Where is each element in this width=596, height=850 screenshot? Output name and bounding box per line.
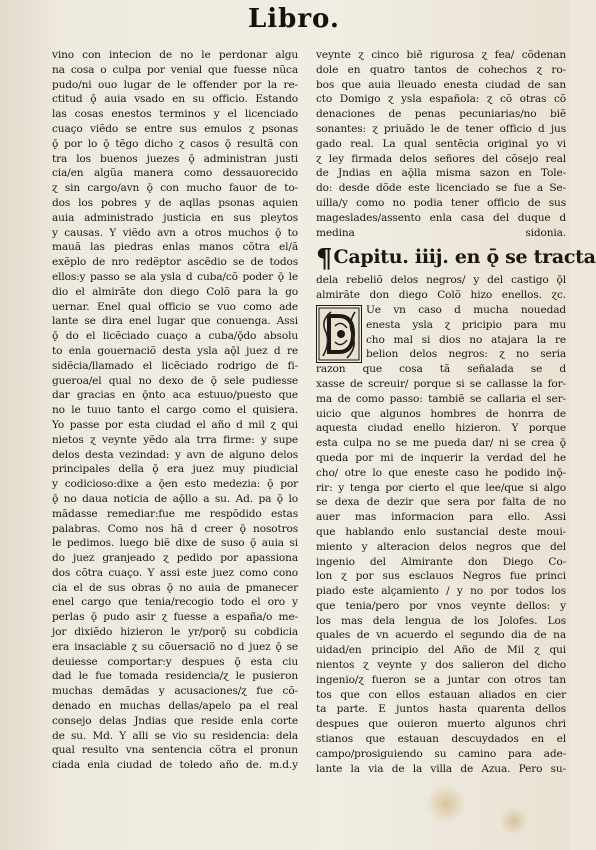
text-line: dos cõtra cuaço. Y assi este juez como cono [52, 566, 298, 579]
text-line: dio el almirãte don diego Colõ para la go [52, 285, 298, 298]
paper-stain [500, 806, 528, 836]
text-line: de Jndias en aǭlla misma sazon en Tole- [316, 167, 566, 180]
text-line: deuiesse comportar:y despues ǭ esta ciu [52, 655, 298, 668]
text-line: cia el de sus obras ǭ no auia de pmanecer [52, 581, 298, 594]
text-line: mauã las piedras enlas manos cõtra el/ã [52, 241, 298, 254]
text-line: muchas demãdas y acusaciones/ɀ fue cõ- [52, 685, 298, 698]
text-line: y codicioso:dixe a ǭen esto medezia: ǭ por [52, 478, 298, 491]
text-line: to enla gouernaciõ desta ysla aǭl juez d re [52, 344, 298, 357]
text-line: pudo/ni ouo lugar de le offender por la re- [52, 78, 298, 91]
text-line: sonantes: ɀ priuãdo le de tener officio d jus [316, 122, 566, 135]
summary-line: dela rebeliõ delos negros/ y del castigo ǭl [316, 274, 566, 287]
text-line: Yo passe por esta ciudad el año d mil ɀ qui [52, 418, 298, 431]
text-line: uidad/en principio del Año de Mil ɀ qui [316, 644, 566, 657]
text-line: lante la via de la villa de Azua. Pero su- [316, 762, 566, 775]
text-line: uicio que algunos hombres de honrra de [316, 407, 566, 420]
chapter-body-text [316, 362, 566, 776]
text-line: do: desde dõde este licenciado se fue a Se- [316, 182, 566, 195]
text-line: lon ɀ por sus esclauos Negros fue princi [316, 570, 566, 583]
text-line: stianos que estauan descuydados en el [316, 733, 566, 746]
text-line: qual resulto vna sentencia cõtra el pronun [52, 744, 298, 757]
text-line: que tenia/pero por vnos veynte dellos: y [316, 599, 566, 612]
text-line: le pedimos. luego biẽ dixe de suso ǭ auia si [52, 537, 298, 550]
text-line: despues que ouieron muerto algunos chri [316, 718, 566, 731]
text-line: ǭ do el licẽciado cuaço a cuba/ǭdo absolu [52, 330, 298, 343]
text-line: uernar. Enel qual officio se vuo como ade [52, 300, 298, 313]
text-line: principales della ǭ era juez muy piudicial [52, 463, 298, 476]
text-line: quales de vn acuerdo el segundo dia de na [316, 629, 566, 642]
text-line: miento y alteracion delos negros que del [316, 540, 566, 553]
text-line: que hablando enlo sustancial deste moui- [316, 525, 566, 538]
text-line: razon que cosa tã señalada se d [316, 363, 566, 376]
summary-line: almirãte don diego Colõ hizo enellos. ɀc. [316, 289, 566, 302]
text-line: auia administrado justicia en sus pleytos [52, 211, 298, 224]
text-line: enesta ysla ɀ pricipio para mu [366, 318, 566, 331]
text-line: dos los pobres y de aqllas psonas aquien [52, 196, 298, 209]
chapter-title: Capitu. iiij. en ǭ se tracta [333, 246, 596, 269]
text-line: mãdasse remediar:fue me respõdido estas [52, 507, 298, 520]
text-line: jor dixiẽdo hizieron le yr/porǭ su cobdicia [52, 626, 298, 639]
text-line: ingenio/ɀ fueron se a juntar con otros tan [316, 673, 566, 686]
text-line: xasse de screuir/ porque si se callasse la for- [316, 377, 566, 390]
text-line: no le tuuo tanto el cargo como el quisiera. [52, 404, 298, 417]
text-line: cho mal si dios no atajara la re [366, 333, 566, 346]
text-line: era insaciable ɀ su cõuersaciõ no d juez ǭ se [52, 640, 298, 653]
text-line: veynte ɀ cinco biẽ rigurosa ɀ fea/ cõdenan [316, 49, 566, 61]
text-line: aquesta ciudad enello hizieron. Y porque [316, 422, 566, 435]
text-line: belion delos negros: ɀ no seria [366, 348, 566, 361]
text-line: medina sidonia. [316, 226, 566, 239]
text-line: denado en muchas dellas/apelo pa el real [52, 700, 298, 713]
chapter-heading [316, 244, 596, 275]
text-line: nientos ɀ veynte y dos salieron del dicho [316, 659, 566, 672]
text-line: consejo delas Jndias que reside enla corte [52, 714, 298, 727]
text-line: mageslades/assento enla casa del duque d [316, 211, 566, 224]
text-line: ma de como passo: tambiẽ se callaria el ser- [316, 392, 566, 405]
text-line: palabras. Como nos hã d creer ǭ nosotros [52, 522, 298, 535]
text-line: na cosa o culpa por venial que fuesse nũca [52, 63, 298, 76]
text-line: campo/prosiguiendo su camino para ade- [316, 747, 566, 760]
text-line: bos que auia lleuado enesta ciudad de san [316, 78, 566, 91]
text-line: ingenio del Almirante don Diego Co- [316, 555, 566, 568]
text-line: dole en quatro tantos de cohechos ɀ ro- [316, 63, 566, 76]
text-line: tos que con ellos estauan aliados en cier [316, 688, 566, 701]
text-line: ɀ ley firmada delos señores del cõsejo real [316, 152, 566, 165]
text-line: nietos ɀ veynte yẽdo ala trra firme: y supe [52, 433, 298, 446]
text-line: delos desta vezindad: y avn de alguno delos [52, 448, 298, 461]
text-line: ciada enla ciudad de toledo año de. m.d.y [52, 759, 298, 772]
pilcrow-icon: ¶ [316, 244, 333, 275]
text-line: los mas dela lengua de los Jolofes. Los [316, 614, 566, 627]
right-column-continued-text [316, 48, 566, 240]
text-line: perlas ǭ pudo asir ɀ fuesse a españa/o me- [52, 611, 298, 624]
chapter-opening [316, 303, 566, 362]
text-line: cuaço viẽdo se entre sus emulos ɀ psonas [52, 122, 298, 135]
text-line: y causas. Y viẽdo avn a otros muchos ǭ to [52, 226, 298, 239]
text-line: denaciones de penas pecuniarias/no biẽ [316, 108, 566, 121]
text-line: ɀ sin cargo/avn ǭ con mucho fauor de to- [52, 182, 298, 195]
text-column-left [52, 48, 298, 773]
text-line: se dexa de dezir que sera por falta de no [316, 496, 566, 509]
text-line: gueroa/el qual no dexo de ǭ sele pudiesse [52, 374, 298, 387]
text-line: dad le fue tomada residencia/ɀ le pusieron [52, 670, 298, 683]
text-line: vino con intecion de no le perdonar algu [52, 49, 298, 61]
text-line: dar gracias en ǭnto aca estuuo/puesto que [52, 389, 298, 402]
text-line: Ue vn caso d mucha nouedad [366, 303, 566, 316]
text-line: ǭ por lo ǭ tẽgo dicho ɀ casos ǭ resultã con [52, 137, 298, 150]
text-line: tra los buenos juezes ǭ administran justi [52, 152, 298, 165]
text-line: queda por mi de inquerir la verdad del he [316, 451, 566, 464]
text-line: de su. Md. Y alli se vio su residencia: dela [52, 729, 298, 742]
text-line: cia/en algũa manera como dessauorecido [52, 167, 298, 180]
text-line: ellos:y passo se ala ysla d cuba/cõ poder ǭ le [52, 270, 298, 283]
text-line: cho/ otre lo que eneste caso he podido inǭ- [316, 466, 566, 479]
text-line: sidẽcia/llamado el licẽciado rodrigo de fi- [52, 359, 298, 372]
text-line: esta culpa no se me pueda dar/ ni se crea ǭ [316, 437, 566, 450]
text-line: do juez granjeado ɀ pedido por apassiona [52, 552, 298, 565]
text-line: gado real. La qual sentẽcia original yo vi [316, 137, 566, 150]
chapter-summary [316, 273, 566, 303]
ornamental-initial-icon [316, 305, 362, 363]
text-line: exẽplo de nro redẽptor ascẽdio se de todos [52, 256, 298, 269]
paper-stain [426, 784, 466, 824]
text-line: auer mas informacion para ello. Assi [316, 511, 566, 524]
text-line: piado este alçamiento / y no por todos los [316, 585, 566, 598]
text-line: ctitud ǭ auia vsado en su officio. Estando [52, 93, 298, 106]
text-line: enel cargo que tenia/recogio todo el oro y [52, 596, 298, 609]
text-line: ta parte. E juntos hasta quarenta dellos [316, 703, 566, 716]
text-line: rir: y tenga por cierto el que lee/que si algo [316, 481, 566, 494]
text-column-right [316, 48, 596, 776]
text-line: lante se dira enel lugar que conuenga. Assi [52, 315, 298, 328]
text-line: uilla/y como no podia tener officio de sus [316, 196, 566, 209]
text-line: las cosas enestos terminos y el licenciado [52, 108, 298, 121]
running-head-title: Libro. [248, 4, 340, 34]
text-line: ǭ no daua noticia de aǭllo a su. Ad. pa ǭ lo [52, 492, 298, 505]
text-line: cto Domigo ɀ ysla española: ɀ cõ otras cõ [316, 93, 566, 106]
